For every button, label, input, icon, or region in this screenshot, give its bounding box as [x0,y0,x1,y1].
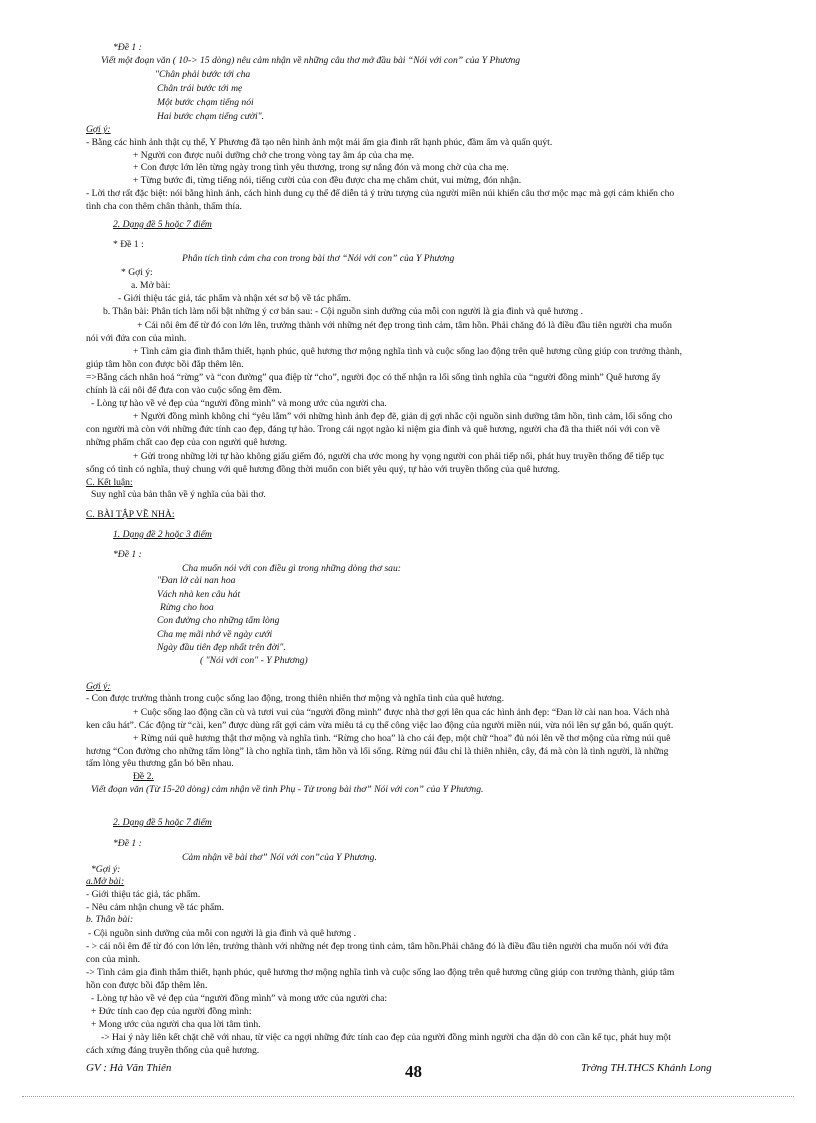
footer-teacher: GV : Hà Văn Thiên [86,1062,172,1074]
footer-rule [22,1096,794,1097]
text-line: "Chân phải bước tới cha [155,69,251,80]
text-line: - Giới thiệu tác giả, tác phẩm và nhận xét sơ bộ về tác phẩm. [118,293,351,304]
text-line: con của mình. [86,954,141,965]
text-line: 2. Dạng đề 5 hoặc 7 điểm [113,219,212,230]
text-line: b. Thân bài: Phân tích làm nổi bật những ý cơ bản sau: - Cội nguồn sinh dưỡng của mỗi con người là gia đình và quê hương . [103,306,584,317]
text-line: Đề 2. [133,771,154,782]
text-line: - Nêu cảm nhận chung về tác phẩm. [86,902,224,913]
text-line: cách xứng đáng truyền thống của quê hương. [86,1045,260,1056]
text-line: -> Tình cảm gia đình thắm thiết, hạnh phúc, quê hương thơ mộng nghĩa tình và cuộc sống lao động trên quê hương cũng giúp con trưởng thành, giúp tâm [86,967,675,978]
page-number: 48 [405,1062,422,1081]
text-line: Hai bước chạm tiếng cười". [157,111,265,122]
text-line: nói với đứa con của mình. [86,333,187,344]
text-line: Gợi ý: [86,124,111,135]
text-line: ( "Nói với con" - Y Phương) [200,655,308,666]
text-line: Cảm nhận về bài thơ” Nói với con”của Y Phương. [182,852,377,863]
text-line: Ngày đầu tiên đẹp nhất trên đời". [157,642,286,653]
text-line: Một bước chạm tiếng nói [157,97,254,108]
text-line: - Giới thiệu tác giả, tác phẩm. [86,889,201,900]
text-line: tấm lòng yêu thương gắn bó bền nhau. [86,758,234,769]
text-line: hương “Con đường cho những tấm lòng” là cho nghĩa tình, tâm hồn và lối sống. Rừng núi đâu chỉ là thiên nhiên, cây, đá mà còn là tình người, là những [86,746,669,757]
text-line: Suy nghĩ của bản thân về ý nghĩa của bài thơ. [91,489,266,500]
text-line: "Đan lờ cài nan hoa [157,575,236,586]
text-line: * Đề 1 : [113,239,144,250]
text-line: những phẩm chất cao đẹp của con người quê hương. [86,437,288,448]
text-line: con người mà còn với những đức tính cao đẹp, đáng tự hào. Trong cái ngọt ngào kỉ niệm gia đình và quê hương, người cha đã tha thiết nói với con về [86,424,660,435]
text-line: - Lời thơ rất đặc biệt: nói bằng hình ảnh, cách hình dung cụ thể để diễn tả ý trừu tượng của người miền núi khiến câu thơ mộc mạc mà gợi cảm khiến cho [86,188,675,199]
text-line: tình cha con thêm chân thành, thấm thía. [86,201,242,212]
text-line: + Đức tính cao đẹp của người đồng mình: [91,1006,252,1017]
text-line: *Đề 1 : [113,549,142,560]
footer-school: Trờng TH.THCS Khánh Long [581,1062,712,1074]
text-line: - > cái nôi êm để từ đó con lớn lên, trưởng thành với những nét đẹp trong tình cảm, tâm hồn.Phải chăng đó là điều đầu tiên người cha muốn nói với đứa [86,941,669,952]
text-line: 1. Dạng đề 2 hoặc 3 điểm [113,529,212,540]
text-line: + Người con được nuôi dưỡng chở che trong vòng tay âm áp của cha mẹ. [133,150,415,161]
text-line: + Mong ước của người cha qua lời tâm tình. [91,1019,261,1030]
text-line: * Gợi ý: [121,267,153,278]
text-line: chính là cái nôi để đưa con vào cuộc sống êm đềm. [86,385,282,396]
text-line: Gợi ý: [86,681,111,692]
text-line: ken câu hát”. Các động từ “cài, ken” được dùng rất gợi cảm vừa miêu tả cụ thể công việc lao động của người miền núi, vừa nói lên sự gắn bó, quấn quýt. [86,720,674,731]
text-line: - Cội nguồn sinh dưỡng của mỗi con người là gia đình và quê hương . [88,928,356,939]
text-line: + Từng bước đi, từng tiếng nói, tiếng cười của con đều được cha mẹ chăm chút, vui mừng, đón nhận. [133,175,522,186]
text-line: Chân trái bước tới mẹ [157,83,243,94]
text-line: - Lòng tự hào về vẻ đẹp của “người đồng mình” và mong ước của người cha. [91,398,387,409]
text-line: + Gửi trong những lời tự hào không giấu giếm đó, người cha ước mong hy vọng người con phải tiếp nối, phát huy truyền thống để tiếp tục [133,451,665,462]
text-line: Cha muốn nói với con điều gì trong những dòng thơ sau: [182,563,401,574]
text-line: - Bằng các hình ảnh thật cụ thể, Y Phương đã tạo nên hình ảnh một mái ấm gia đình rất hạnh phúc, đầm ấm và quấn quýt. [86,137,553,148]
text-line: + Tình cảm gia đình thắm thiết, hạnh phúc, quê hương thơ mộng nghĩa tình và cuộc sống lao động trên quê hương cũng giúp con trưởng thành, [133,346,682,357]
text-line: Con đường cho những tấm lòng [157,615,280,626]
text-line: *Gợi ý: [91,864,121,875]
text-line: - Con được trưởng thành trong cuộc sống lao động, trong thiên nhiên thơ mộng và nghĩa tình của quê hương. [86,693,504,704]
text-line: Viết đoạn văn (Từ 15-20 dòng) cảm nhận về tình Phụ - Tử trong bài thơ” Nói với con” của Y Phương. [91,784,484,795]
text-line: giúp tâm hồn con được bồi đắp thêm lên. [86,359,244,370]
text-line: =>Bằng cách nhân hoá “rừng” và “con đường” qua điệp từ “cho”, người đọc có thể nhận ra lối sống tình nghĩa của “người đồng mình” Quê hương ấy [86,372,661,383]
text-line: hồn con được bồi đắp thêm lên. [86,980,208,991]
text-line: *Đề 1 : [113,42,142,53]
text-line: *Đề 1 : [113,838,142,849]
text-line: Phân tích tình cảm cha con trong bài thơ “Nói với con” của Y Phương [182,253,455,264]
text-line: C. BÀI TẬP VỀ NHÀ: [86,509,175,520]
text-line: 2. Dạng đề 5 hoặc 7 điểm [113,817,212,828]
text-line: Rừng cho hoa [160,602,214,613]
text-line: sống có tình có nghĩa, thuỷ chung với quê hương đồng thời muốn con biết yêu quý, tự hào với truyền thống của quê hương. [86,464,560,475]
text-line: a. Mở bài: [131,280,171,291]
text-line: - Lòng tự hào về vẻ đẹp của “người đồng mình” và mong ước của người cha: [91,993,388,1004]
text-line: b. Thân bài: [86,914,134,925]
text-line: + Con được lớn lên từng ngày trong tình yêu thương, trong sự nâng đón và mong chờ của cha mẹ. [133,162,509,173]
text-line: + Cuộc sống lao động cần cù và tươi vui của “người đồng mình” được nhà thơ gợi lên qua các hình ảnh đẹp: “Đan lờ cài nan hoa. Vách nhà [133,707,670,718]
text-line: a.Mở bài: [86,876,125,887]
text-line: Vách nhà ken câu hát [157,589,241,600]
text-line: C. Kết luận: [86,477,133,488]
text-line: Cha mẹ mãi nhớ về ngày cưới [157,629,273,640]
text-line: Viết một đoạn văn ( 10-> 15 dòng) nêu cảm nhận về những câu thơ mở đầu bài “Nói với con” của Y Phương [101,55,521,66]
text-line: + Người đồng mình không chỉ “yêu lắm” với những hình ảnh đẹp đẽ, giản dị gợi nhắc cội nguồn sinh dưỡng tâm hồn, tình cảm, lối sống cho [133,411,673,422]
text-line: + Rừng núi quê hương thật thơ mộng và nghĩa tình. “Rừng cho hoa” là cho cái đẹp, một chữ “hoa” đủ nói lên về thơ mộng của rừng núi quê [133,733,671,744]
text-line: + Cái nôi êm để từ đó con lớn lên, trưởng thành với những nét đẹp trong tình cảm, tâm hồn. Phải chăng đó là điều đầu tiên người cha muốn [137,320,672,331]
text-line: -> Hai ý này liên kết chặt chẽ với nhau, từ việc ca ngợi những đức tính cao đẹp của người đồng mình người cha dặn dò con cần kế tục, phát huy một [101,1032,671,1043]
